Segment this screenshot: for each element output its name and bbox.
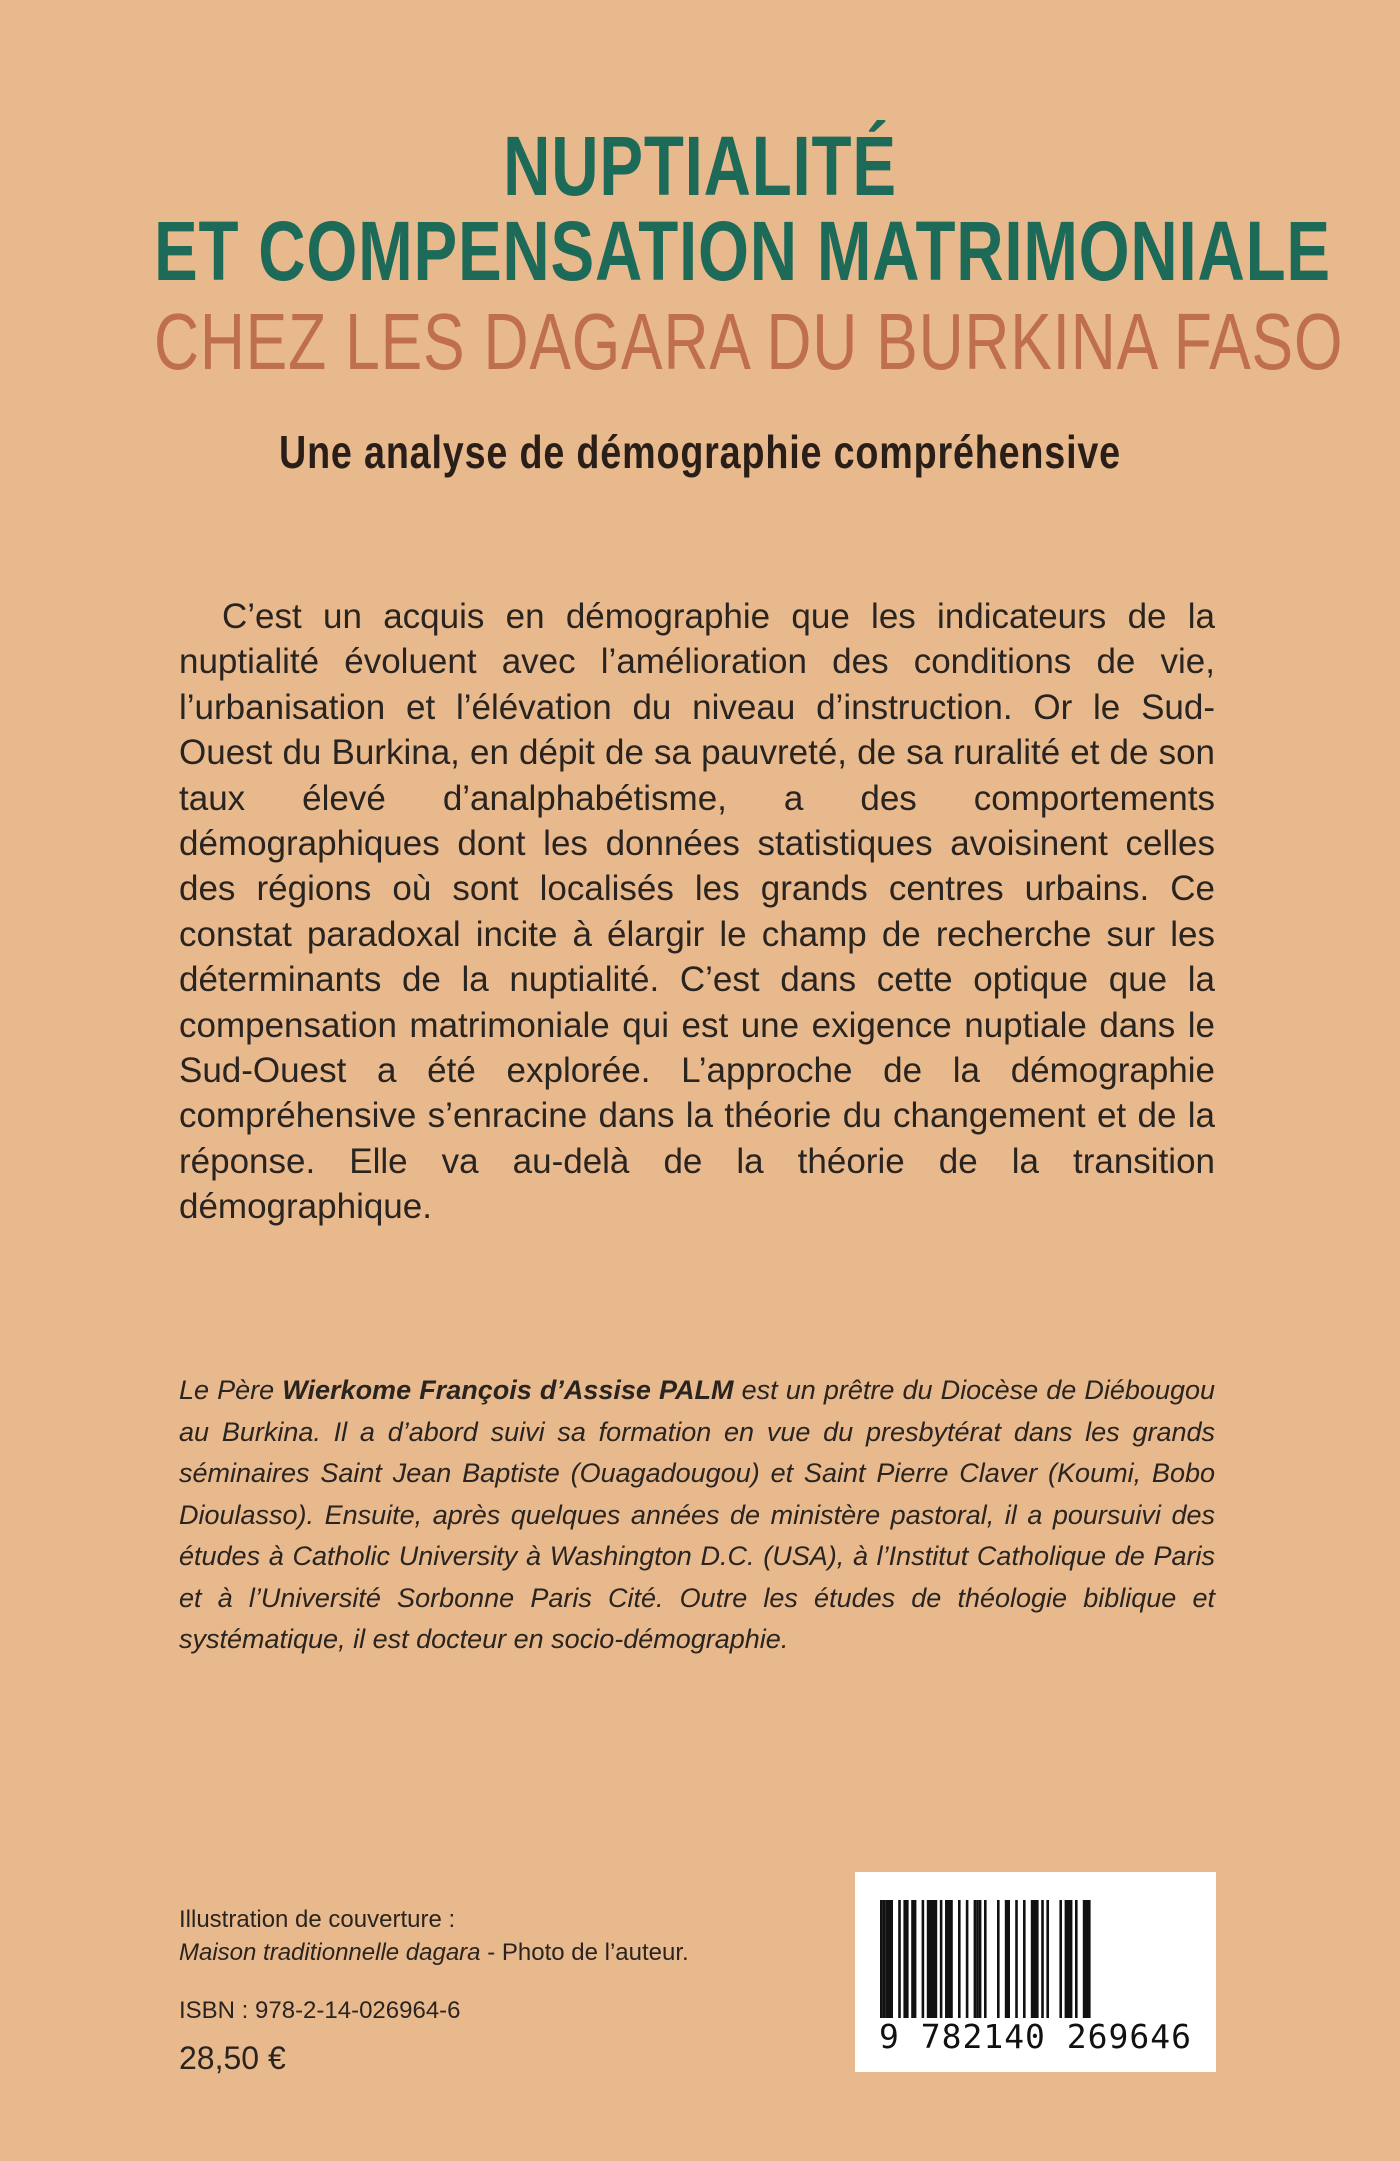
illustration-label: Illustration de couverture : [179,1906,456,1933]
subtitle: Une analyse de démographie compréhensive [279,426,1121,478]
illustration-caption [179,1939,689,1967]
author-bio [179,1370,1215,1661]
price: 28,50 € [179,2040,286,2076]
barcode-digits: 9 782140 269646 [878,2017,1192,2056]
isbn: ISBN : 978-2-14-026964-6 [179,1997,461,2024]
illustration-credit: - Photo de l’auteur. [480,1939,689,1966]
book-summary: C’est un acquis en démographie que les indicateurs de la nuptialité évoluent avec l’amélioration des conditions de vie, l’urbanisation et l’élévation du niveau d’instruction. Or le Sud-Ouest du Burkina, en dépit de sa pauvreté, de sa ruralité et de son taux élevé d’analphabétisme, a des comportements démographiques dont les données statistiques avoisinent celles des régions où sont localisés les grands centres urbains. Ce constat paradoxal incite à élargir le champ de recherche sur les déterminants de la nuptialité. C’est dans cette optique que la compensation matrimoniale qui est une exigence nuptiale dans le Sud-Ouest a été explorée. L’approche de la démographie compréhensive s’enracine dans la théorie du changement et de la réponse. Elle va au-delà de la théorie de la transition démographique. [179,597,1215,1227]
title-line-1: NUPTIALITÉ [503,119,897,213]
bio-text: est un prêtre du Diocèse de Diébougou au Burkina. Il a d’abord suivi sa formation en vue du presbytérat dans les grands séminaires Saint Jean Baptiste (Ouagadougou) et Saint Pierre Claver (Koumi, Bobo Dioulasso). Ensuite, après quelques années de ministère pastoral, il a poursuivi des études à Catholic University à Washington D.C. (USA), à l’Institut Catholique de Paris et à l’Université Sorbonne Paris Cité. Outre les études de théologie biblique et systématique, il est docteur en socio-démographie. [179,1375,1216,1654]
barcode-bars [876,1900,1195,2018]
author-name: Wierkome François d’Assise PALM [282,1375,734,1405]
title-line-2: ET COMPENSATION MATRIMONIALE [154,204,1331,298]
title-line-3: CHEZ LES DAGARA DU BURKINA FASO [154,297,1344,386]
illustration-title: Maison traditionnelle dagara [179,1939,481,1966]
bio-prefix: Le Père [179,1375,283,1405]
barcode [855,1872,1216,2072]
